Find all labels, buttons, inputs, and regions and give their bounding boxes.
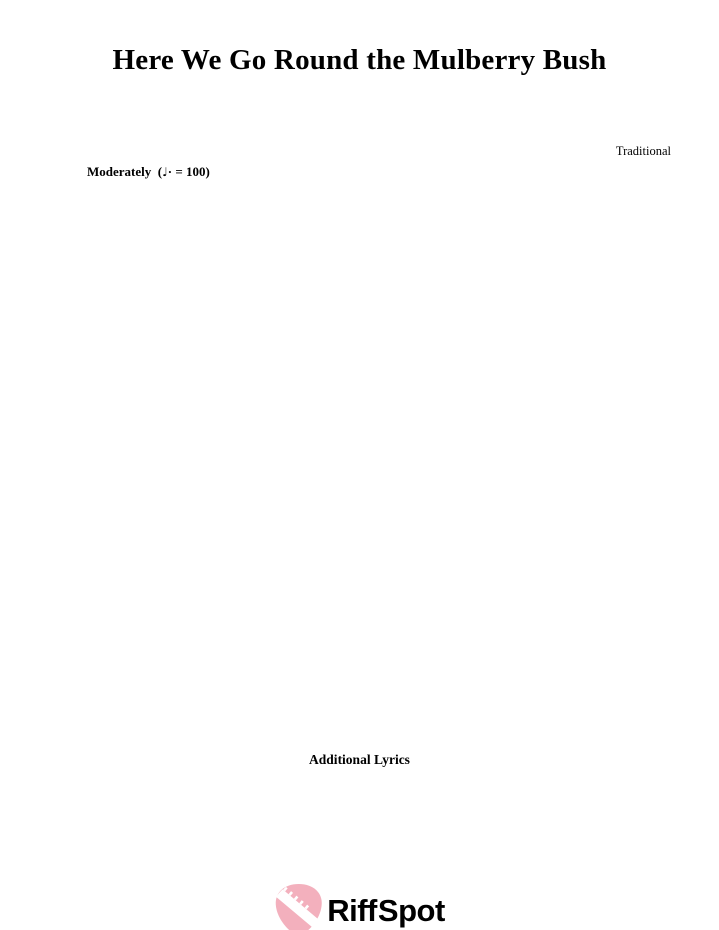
page-title: Here We Go Round the Mulberry Bush <box>112 44 607 76</box>
riffspot-logo <box>274 883 445 930</box>
guitar-pick-icon <box>274 883 322 930</box>
credit: Traditional <box>615 144 671 158</box>
additional-lyrics-heading: Additional Lyrics <box>309 752 410 767</box>
tempo-word: Moderately <box>87 164 152 179</box>
tempo-marking <box>87 164 210 180</box>
brand-text-riff: Riff <box>327 892 377 928</box>
tempo-dot: · <box>167 164 173 179</box>
quarter-note-icon: ♩ <box>162 165 168 179</box>
tempo-paren: ( <box>157 164 163 179</box>
tempo-value: = 100) <box>175 164 210 179</box>
brand-text-spot: Spot <box>377 892 445 928</box>
